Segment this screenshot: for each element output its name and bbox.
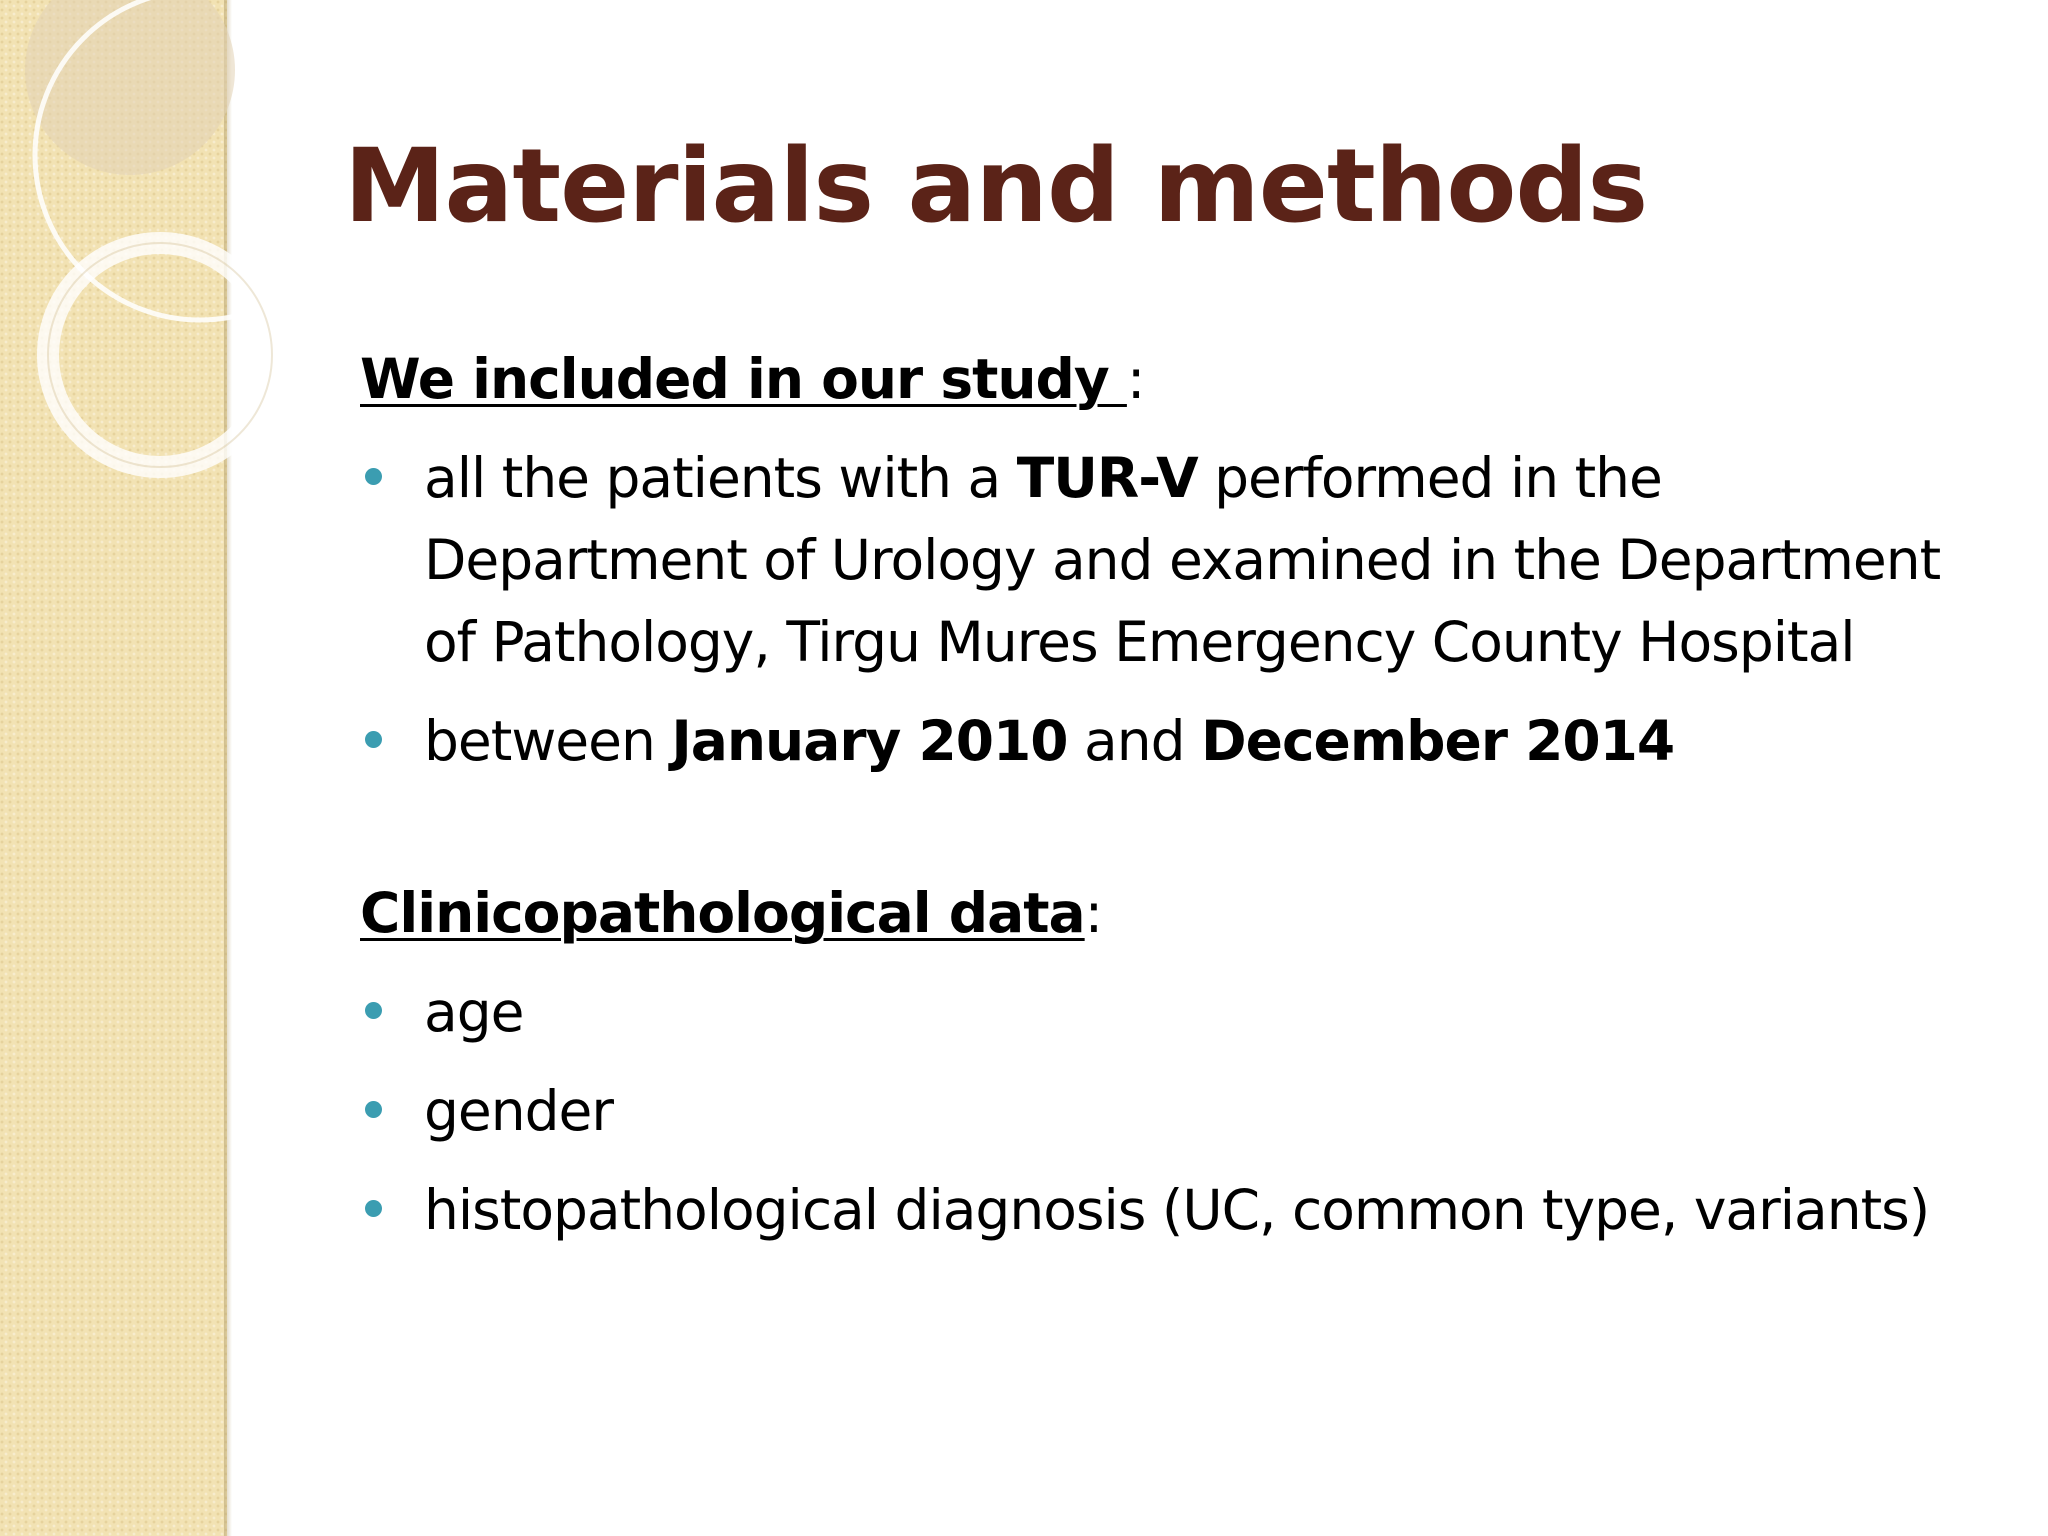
decorative-circles xyxy=(0,0,240,520)
section-spacer xyxy=(360,782,2000,872)
clinical-bullet-gender-text: gender xyxy=(424,1079,613,1143)
study-bullet-list xyxy=(360,437,2000,782)
clinical-bullet-diagnosis-text: histopathological diagnosis (UC, common type, variants) xyxy=(424,1178,1930,1242)
study-bullet-period-text-b: and xyxy=(1067,709,1201,773)
bullet-dot-icon xyxy=(365,1002,382,1019)
study-heading-colon: : xyxy=(1126,347,1145,411)
bullet-dot-icon xyxy=(365,1200,382,1217)
study-bullet-start-date: January 2010 xyxy=(671,709,1068,773)
clinical-bullet-gender xyxy=(360,1070,2000,1152)
study-heading xyxy=(360,338,2000,420)
bullet-dot-icon xyxy=(365,1101,382,1118)
slide-content xyxy=(360,338,2000,1251)
deco-filled-circle xyxy=(25,0,235,175)
clinical-heading-colon: : xyxy=(1084,881,1103,945)
study-bullet-patients-text-b: performed in the Department of Urology and examined in the Department of Pathology, Tirgu Mures Emergency County Hospital xyxy=(424,446,1941,674)
study-bullet-end-date: December 2014 xyxy=(1200,709,1675,773)
clinical-heading-text: Clinicopathological data xyxy=(360,881,1085,945)
study-bullet-period-text-a: between xyxy=(424,709,672,773)
study-heading-text: We included in our study xyxy=(360,347,1127,411)
clinical-heading xyxy=(360,872,2000,954)
study-bullet-procedure: TUR-V xyxy=(1016,446,1198,510)
bullet-dot-icon xyxy=(365,731,382,748)
deco-thick-ring xyxy=(48,243,272,467)
clinical-bullet-age-text: age xyxy=(424,980,524,1044)
study-bullet-patients xyxy=(360,437,2000,683)
study-bullet-patients-text-a: all the patients with a xyxy=(424,446,1017,510)
study-bullet-period xyxy=(360,700,2000,782)
slide-title: Materials and methods xyxy=(344,127,1648,246)
clinical-bullet-diagnosis xyxy=(360,1169,2000,1251)
clinical-bullet-age xyxy=(360,971,2000,1053)
clinical-bullet-list xyxy=(360,971,2000,1251)
bullet-dot-icon xyxy=(365,468,382,485)
